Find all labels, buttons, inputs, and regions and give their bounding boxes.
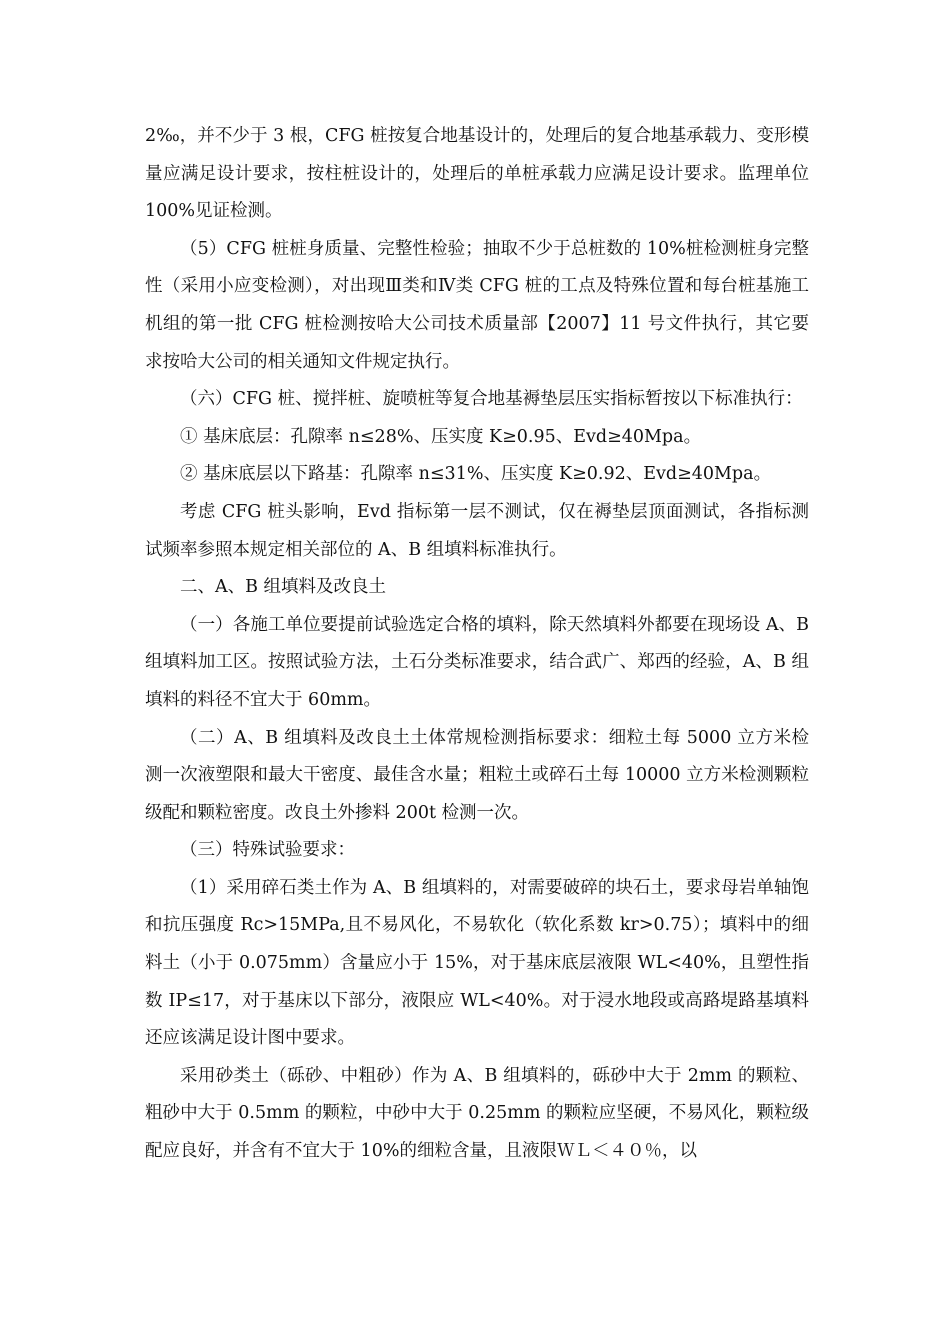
paragraph-fill-selection: （一）各施工单位要提前试验选定合格的填料，除天然填料外都要在现场设 A、B 组填料加工区。按照试验方法，土石分类标准要求，结合武广、郑西的经验，A、B 组填料的料径不宜大于 60mm。 xyxy=(145,614,809,710)
paragraph-sand-soil-requirements: 采用砂类土（砾砂、中粗砂）作为 A、B 组填料的，砾砂中大于 2mm 的颗粒、粗砂中大于 0.5mm 的颗粒，中砂中大于 0.25mm 的颗粒应坚硬，不易风化，颗粒级配应良好，并含有不宜大于 10%的细粒含量，且液限ＷＬ＜４０％，以 xyxy=(145,1065,809,1162)
paragraph-pile-integrity-check: （5）CFG 桩桩身质量、完整性检验；抽取不少于总桩数的 10%桩检测桩身完整性（采用小应变检测），对出现Ⅲ类和Ⅳ类 CFG 桩的工点及特殊位置和每台桩基施工机组的第一批 CFG 桩检测按哈大公司技术质量部【2007】11 号文件执行，其它要求按哈大公司的相关通知文件规定执行。 xyxy=(145,238,809,372)
paragraph-special-test-heading: （三）特殊试验要求： xyxy=(180,840,355,861)
document-body xyxy=(145,118,809,1171)
paragraph-subgrade-bottom-layer: ① 基床底层：孔隙率 n≤28%、压实度 K≥0.95、Evd≥40Mpa。 xyxy=(180,426,702,447)
paragraph-below-subgrade: ② 基床底层以下路基：孔隙率 n≤31%、压实度 K≥0.92、Evd≥40Mpa。 xyxy=(180,464,772,485)
paragraph-continued-test-requirements: 2‰，并不少于 3 根，CFG 桩按复合地基设计的，处理后的复合地基承载力、变形模量应满足设计要求，按柱桩设计的，处理后的单桩承载力应满足设计要求。监理单位 100%见证检测。 xyxy=(145,126,809,222)
paragraph-cushion-compaction-heading: （六）CFG 桩、搅拌桩、旋喷桩等复合地基褥垫层压实指标暂按以下标准执行： xyxy=(180,389,803,410)
paragraph-routine-test-indicators: （二）A、B 组填料及改良土土体常规检测指标要求：细粒土每 5000 立方米检测一次液塑限和最大干密度、最佳含水量；粗粒土或碎石土每 10000 立方米检测颗粒级配和颗粒密度。改良土外掺料 200t 检测一次。 xyxy=(145,727,809,823)
paragraph-pile-head-effect: 考虑 CFG 桩头影响，Evd 指标第一层不测试，仅在褥垫层顶面测试，各指标测试频率参照本规定相关部位的 A、B 组填料标准执行。 xyxy=(145,501,809,560)
section-heading-fill-materials: 二、A、B 组填料及改良土 xyxy=(180,577,387,598)
paragraph-gravel-soil-requirements: （1）采用碎石类土作为 A、B 组填料的，对需要破碎的块石土，要求母岩单轴饱和抗压强度 Rc>15MPa,且不易风化，不易软化（软化系数 kr>0.75）；填料中的细料土（小于 0.075mm）含量应小于 15%，对于基床底层液限 WL<40%，且塑性指数 IP≤17，对于基床以下部分，液限应 WL<40%。对于浸水地段或高路堤路基填料还应该满足设计图中要求。 xyxy=(145,877,809,1049)
